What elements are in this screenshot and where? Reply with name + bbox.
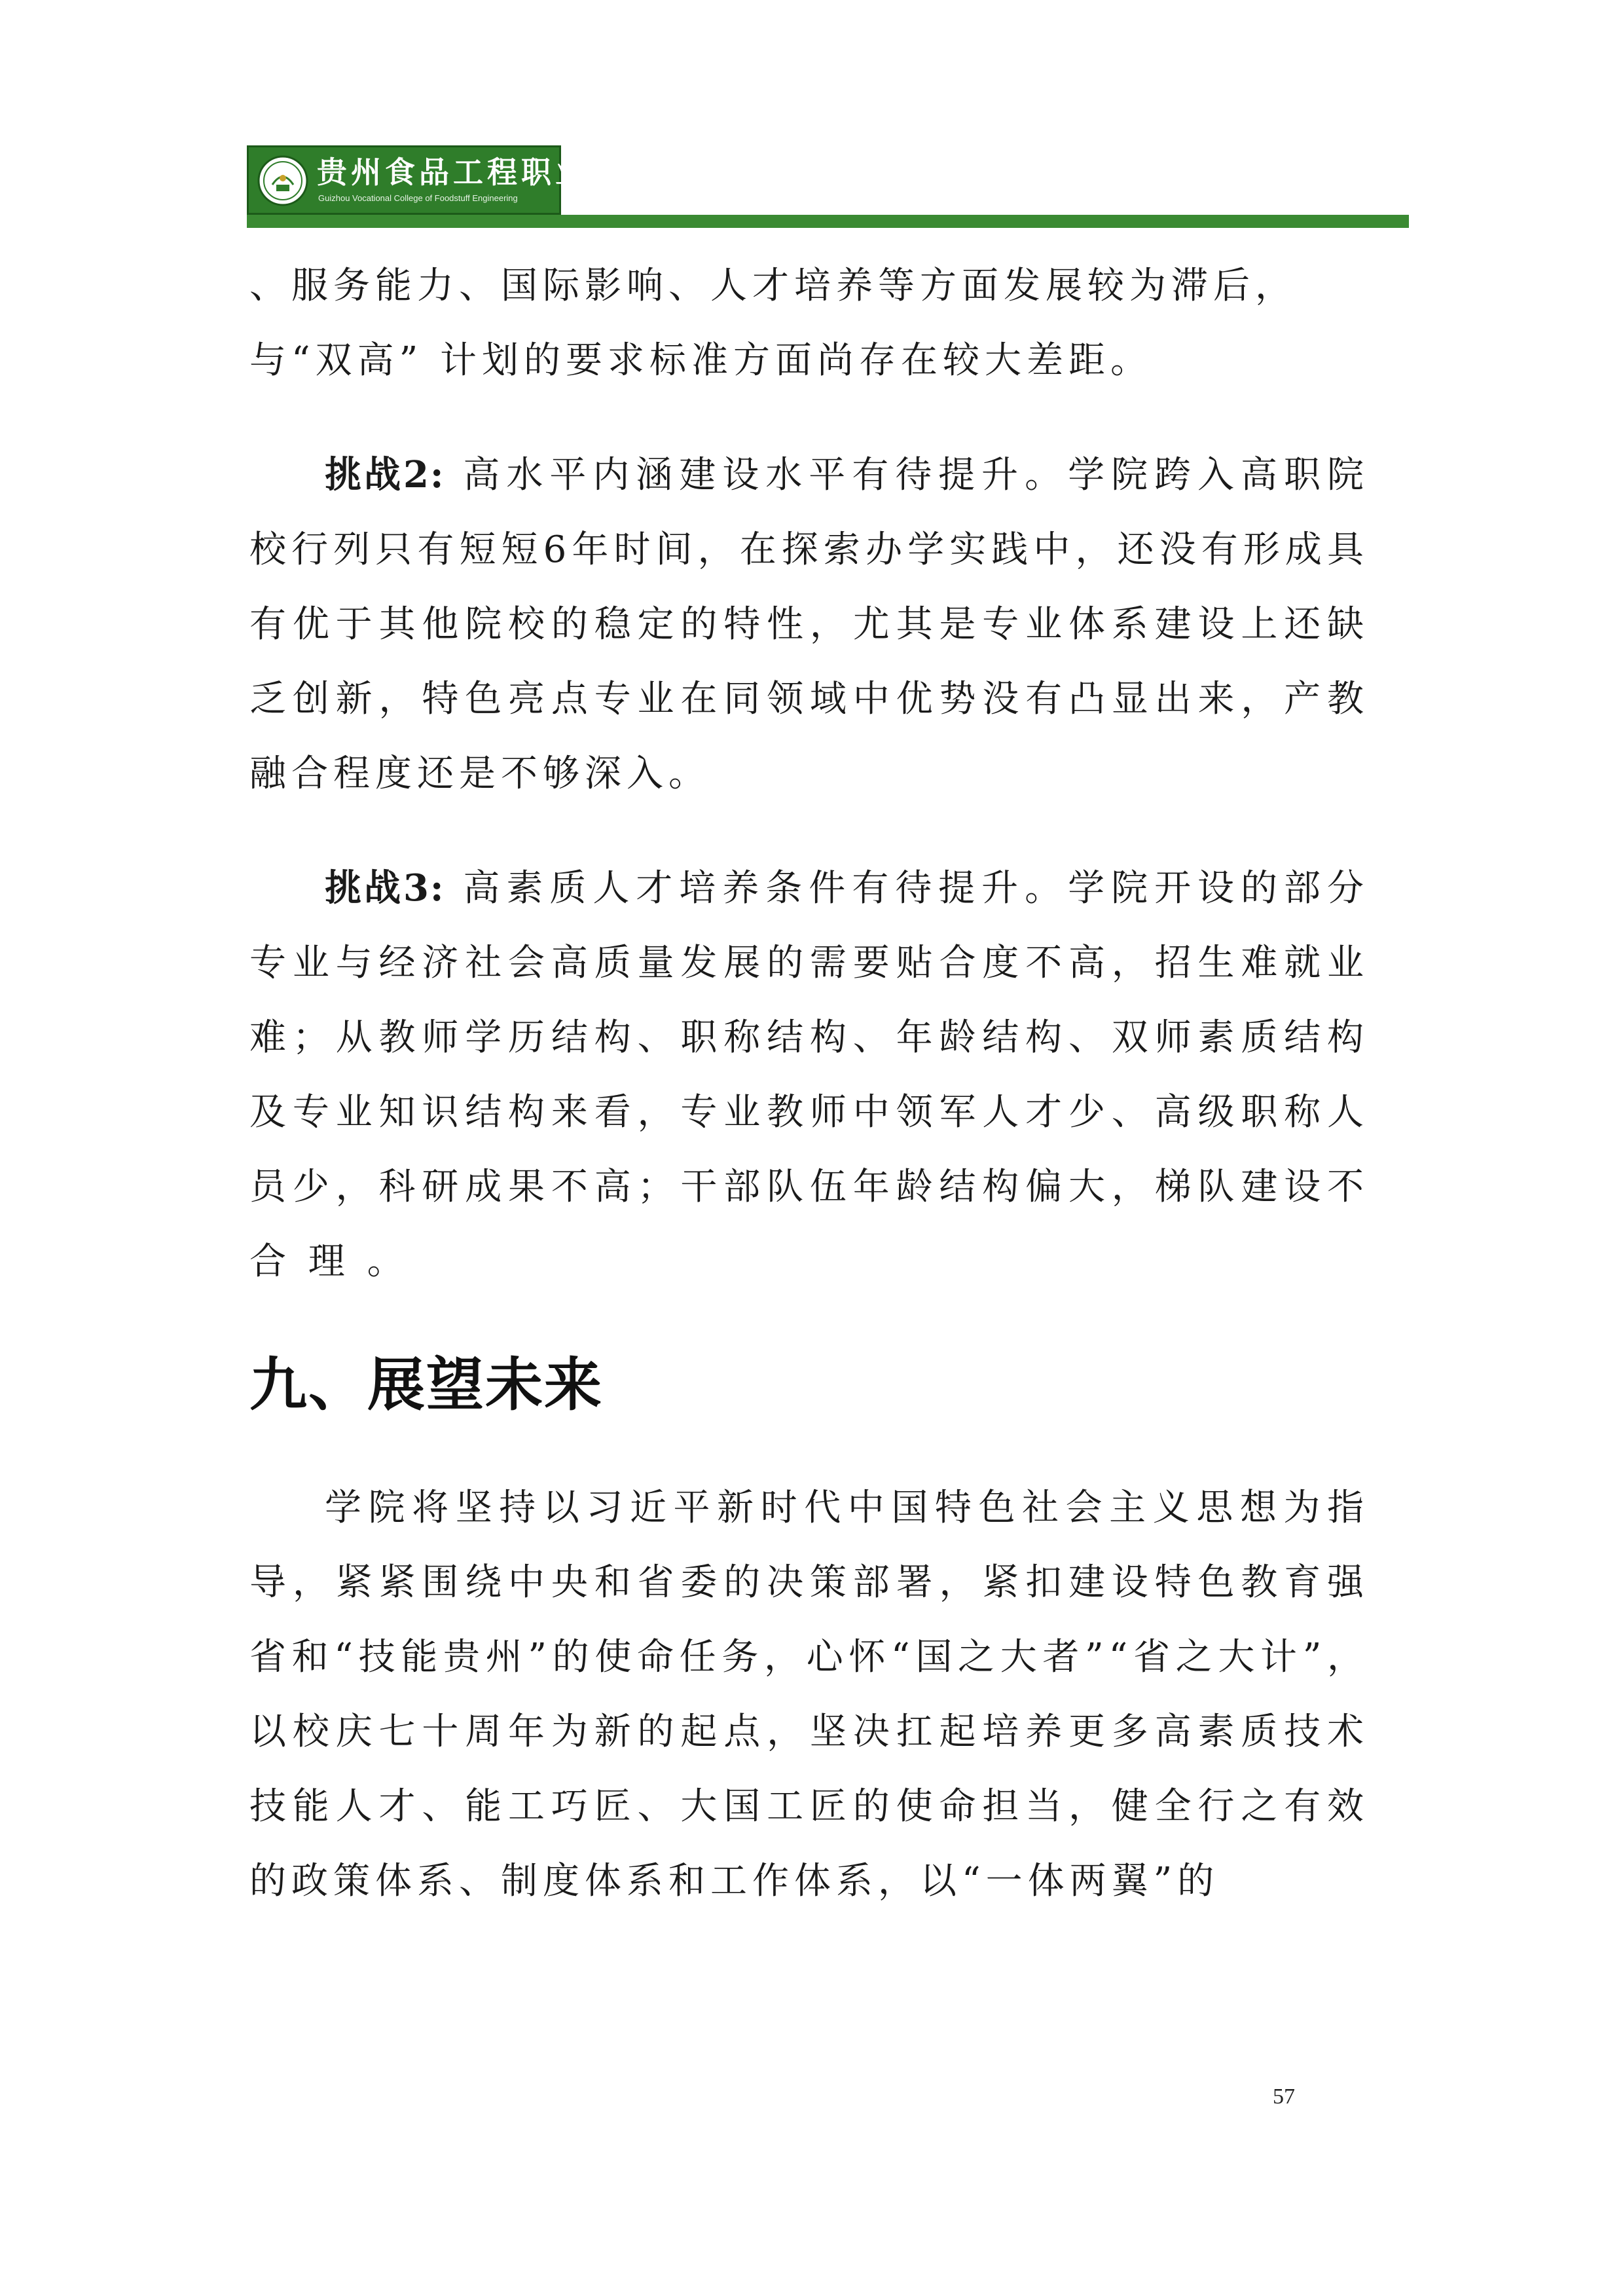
paragraph-challenge-2: [249, 437, 1369, 811]
college-logo: [247, 145, 657, 215]
spacer: [249, 1299, 1369, 1349]
page-number: 57: [1273, 2084, 1295, 2109]
challenge-text: 高素质人才培养条件有待提升。学院开设的部分专业与经济社会高质量发展的需要贴合度不高，招生难就业难；从教师学历结构、职称结构、年龄结构、双师素质结构及专业知识结构来看，专业教师中领军人才少、高级职称人员少，科研成果不高；干部队伍年龄结构偏大，梯队建设不合 理 。: [249, 867, 1369, 1283]
header-divider: [247, 215, 1409, 228]
logo-english-name: Guizhou Vocational College of Foodstuff Engineering: [318, 193, 518, 203]
paragraph-line: 与“双高” 计划的要求标准方面尚存在较大差距。: [249, 339, 1153, 382]
challenge-label: 挑战3:: [325, 866, 445, 910]
spacer: [249, 398, 1369, 437]
page-header: [247, 145, 1409, 229]
paragraph-continued: [249, 249, 1369, 398]
spacer: [249, 1421, 1369, 1471]
challenge-label: 挑战2:: [325, 453, 445, 496]
spacer: [249, 811, 1369, 851]
paragraph-line: 、服务能力、国际影响、人才培养等方面发展较为滞后，: [249, 265, 1297, 307]
challenge-text: 高水平内涵建设水平有待提升。学院跨入高职院校行列只有短短6年时间，在探索办学实践中，还没有形成具有优于其他院校的稳定的特性，尤其是专业体系建设上还缺乏创新，特色亮点专业在同领域中优势没有凸显出来，产教融合程度还是不够深入。: [249, 454, 1369, 795]
logo-chinese-name: 贵州食品工程职业学院: [317, 155, 657, 190]
college-seal-icon: [257, 155, 309, 207]
section-heading: 九、展望未来: [249, 1351, 604, 1418]
page-content: [249, 249, 1369, 1919]
paragraph-challenge-3: [249, 851, 1369, 1299]
paragraph-outlook: 学院将坚持以习近平新时代中国特色社会主义思想为指导，紧紧围绕中央和省委的决策部署，紧扣建设特色教育强省和“技能贵州”的使命任务，心怀“国之大者”“省之大计”，以校庆七十周年为新的起点，坚决扛起培养更多高素质技术技能人才、能工巧匠、大国工匠的使命担当，健全行之有效的政策体系、制度体系和工作体系，以“一体两翼”的: [249, 1487, 1369, 1902]
